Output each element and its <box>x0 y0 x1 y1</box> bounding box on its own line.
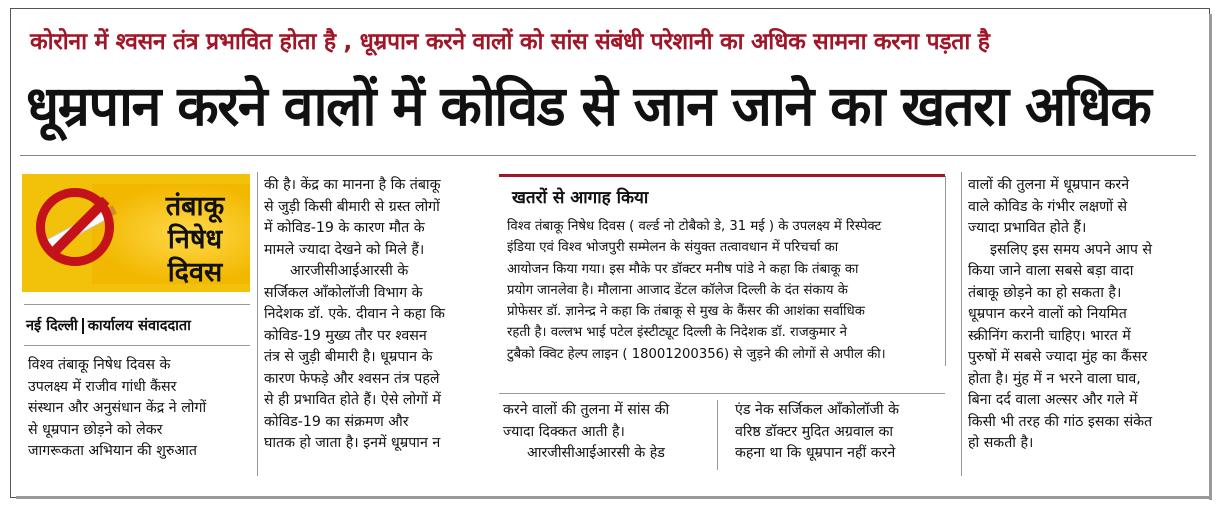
dateline-separator <box>82 318 84 334</box>
text-line: आरजीसीआईआरसी के हेड <box>527 445 665 461</box>
text-line: मामले ज्यादा देखने को मिले हैं। <box>264 241 425 258</box>
headline-divider <box>20 155 1196 156</box>
text-line: की है। केंद्र का मानना है कि तंबाकू <box>264 177 441 193</box>
sidebar-box <box>499 176 946 366</box>
text-line: आरजीसीआईआरसी के <box>290 263 409 279</box>
text-line: रहती है। वल्लभ भाई पटेल इंस्टीट्यूट दिल्ली के निदेशक डॉ. राजकुमार ने <box>507 325 847 341</box>
text-line: तंत्र से जुड़ी बीमारी है। धूम्रपान के <box>264 349 433 365</box>
text-line: ज्यादा दिक्कत आती है। <box>503 423 625 440</box>
column-3 <box>503 400 713 465</box>
dateline <box>26 315 191 335</box>
column-2 <box>264 175 492 455</box>
kicker-line: कोरोना में श्वसन तंत्र प्रभावित होता है , धूम्रपान करने वालों को सांस संबंधी परेशानी का अधिक सामना करना पड़ता है <box>30 29 990 55</box>
text-line: प्रोफेसर डॉ. ज्ञानेन्द्र ने कहा कि तंबाकू से मुख के कैंसर की आशंका सर्वाधिक <box>507 304 865 320</box>
text-line: घातक हो जाता है। इनमें धूम्रपान न <box>264 435 441 451</box>
box-bottom-rule <box>499 393 945 394</box>
text-line: से ही प्रभावित होते हैं। ऐसे लोगों में <box>264 392 441 408</box>
text-line: किसी भी तरह की गांठ इसका संकेत <box>968 413 1153 430</box>
text-line: स्क्रीनिंग करानी चाहिए। भारत में <box>968 327 1131 344</box>
box-heading: खतरों से आगाह किया <box>512 188 649 208</box>
dateline-place: नई दिल्ली <box>26 318 78 334</box>
text-line: वरिष्ठ डॉक्टर मुदित अग्रवाल का <box>735 423 894 440</box>
text-line: इसलिए इस समय अपने आप से <box>990 241 1153 258</box>
text-line: ज्यादा प्रभावित होते हैं। <box>968 220 1087 236</box>
text-line: बिना दर्द वाला अल्सर और गले में <box>968 392 1138 408</box>
text-line: कोविड-19 का संक्रमण और <box>264 413 409 430</box>
text-line: विश्व तंबाकू निषेध दिवस के <box>28 357 171 373</box>
column-divider <box>961 172 962 476</box>
text-line: करने वालों की तुलना में सांस की <box>503 402 670 418</box>
column-divider <box>257 172 258 476</box>
tobacco-day-logo <box>22 174 250 292</box>
dateline-rule <box>24 304 250 305</box>
text-line: में कोविड-19 के कारण मौत के <box>264 220 425 236</box>
box-accent-bar <box>499 174 945 177</box>
column-divider <box>717 400 718 470</box>
text-line: वाले कोविड के गंभीर लक्षणों से <box>968 198 1128 215</box>
no-smoking-icon <box>36 188 114 266</box>
text-line: सर्जिकल ऑंकोलॉजी विभाग के <box>264 284 423 301</box>
text-line: एंड नेक सर्जिकल ऑंकोलॉजी के <box>735 402 900 418</box>
text-line: किया जाने वाला सबसे बड़ा वादा <box>968 263 1134 279</box>
clipping-shadow <box>1209 14 1212 500</box>
text-line: इंडिया एवं विश्व भोजपुरी सम्मेलन के संयुक्त तत्वावधान में परिचर्चा का <box>507 240 839 256</box>
column-1 <box>28 355 254 463</box>
text-line: कहना था कि धूम्रपान नहीं करने <box>735 445 896 461</box>
headline: धूम्रपान करने वालों में कोविड से जान जाने का खतरा अधिक <box>26 74 1151 138</box>
logo-title <box>140 190 250 289</box>
text-line: जागरूकता अभियान की शुरुआत <box>28 443 197 459</box>
text-line: निदेशक डॉ. एके. दीवान ने कहा कि <box>264 306 445 322</box>
text-line: होता है। मुंह में न भरने वाला घाव, <box>968 370 1141 387</box>
text-line: पुरुषों में सबसे ज्यादा मुंह का कैंसर <box>968 349 1148 365</box>
text-line: प्रयोग जानलेवा है। मौलाना आजाद डेंटल कॉलेज दिल्ली के दंत संकाय के <box>507 282 848 298</box>
dateline-rule <box>24 345 250 346</box>
clipping-shadow <box>16 496 1212 499</box>
text-line: धूम्रपान करने वालों को नियमित <box>968 306 1127 322</box>
text-line: कोविड-19 मुख्य तौर पर श्वसन <box>264 327 427 344</box>
text-line: से धूम्रपान छोड़ने को लेकर <box>28 421 163 438</box>
box-text <box>507 216 939 365</box>
text-line: से जुड़ी किसी बीमारी से ग्रस्त लोगों <box>264 198 440 215</box>
text-line: आयोजन किया गया। इस मौके पर डॉक्टर मनीष पांडे ने कहा कि तंबाकू का <box>507 261 859 277</box>
logo-title-line1: तंबाकू <box>165 191 225 222</box>
text-line: टुबैको क्विट हेल्प लाइन ( 18001200356) से जुड़ने की लोगों से अपील की। <box>507 346 886 362</box>
text-line: कारण फेफड़े और श्वसन तंत्र पहले <box>264 370 440 387</box>
column-4 <box>735 400 945 465</box>
text-line: वालों की तुलना में धूम्रपान करने <box>968 177 1130 193</box>
text-line: तंबाकू छोड़ने का हो सकता है। <box>968 284 1122 301</box>
text-line: उपलक्ष्य में राजीव गांधी कैंसर <box>28 378 177 395</box>
dateline-byline: कार्यालय संवाददाता <box>87 318 191 334</box>
text-line: संस्थान और अनुसंधान केंद्र ने लोगों <box>28 400 207 416</box>
column-5 <box>968 175 1194 455</box>
logo-title-line2: निषेध दिवस <box>167 224 223 288</box>
text-line: विश्व तंबाकू निषेध दिवस ( वर्ल्ड नो टोबैको डे, 31 मई ) के उपलक्ष्य में रिस्पेक्ट <box>507 219 882 234</box>
text-line: हो सकती है। <box>968 435 1034 451</box>
